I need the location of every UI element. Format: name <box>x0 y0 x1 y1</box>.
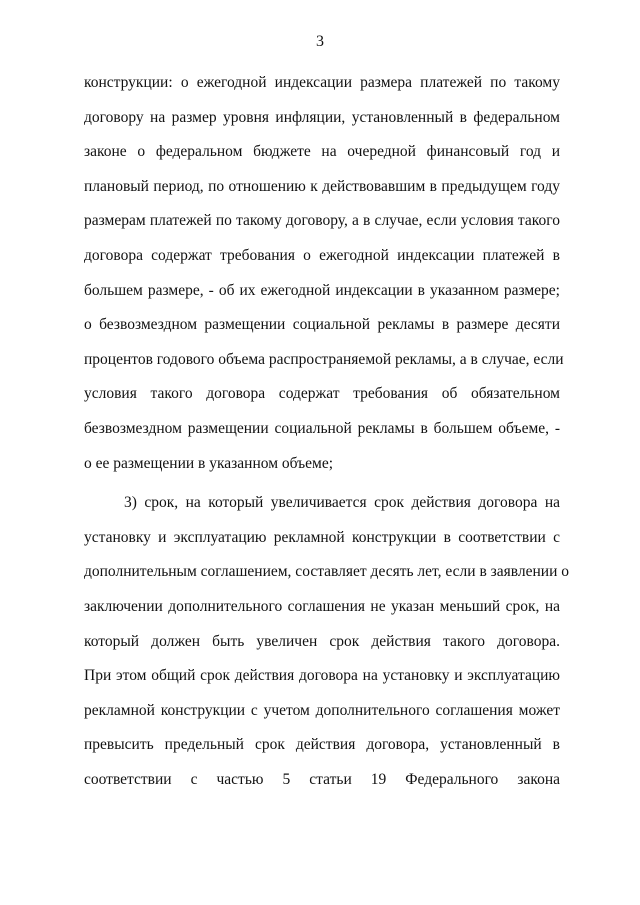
text-line: плановый период, по отношению к действовавшим в предыдущем году <box>84 177 560 195</box>
text-line: заключении дополнительного соглашения не указан меньший срок, на <box>84 597 560 615</box>
paragraph-social-advertising <box>84 308 564 481</box>
text-line: договору на размер уровня инфляции, установленный в федеральном <box>84 108 560 126</box>
text-line: превысить предельный срок действия договора, установленный в <box>84 736 560 754</box>
text-line: соответствии с частью 5 статьи 19 Федерального закона <box>84 770 560 788</box>
document-body <box>84 66 570 797</box>
text-line: о ее размещении в указанном объеме; <box>84 454 334 472</box>
text-line: процентов годового объема распространяемой рекламы, а в случае, если <box>84 350 564 368</box>
text-line: договора содержат требования о ежегодной индексации платежей в <box>84 246 560 264</box>
text-line: 3) срок, на который увеличивается срок действия договора на <box>124 494 560 512</box>
page-number: 3 <box>316 33 324 50</box>
text-line: законе о федеральном бюджете на очередной финансовый год и <box>84 143 560 161</box>
text-line: большем размере, - об их ежегодной индексации в указанном размере; <box>84 281 560 299</box>
text-line: условия такого договора содержат требования об обязательном <box>84 385 560 403</box>
text-line: При этом общий срок действия договора на установку и эксплуатацию <box>84 667 560 685</box>
text-line: конструкции: о ежегодной индексации размера платежей по такому <box>84 74 560 91</box>
text-line: безвозмездном размещении социальной рекламы в большем объеме, - <box>84 419 560 437</box>
text-line: размерам платежей по такому договору, а в случае, если условия такого <box>84 212 560 230</box>
text-line: установку и эксплуатацию рекламной конструкции в соответствии с <box>84 528 560 546</box>
text-line: рекламной конструкции с учетом дополнительного соглашения может <box>84 701 560 719</box>
text-line: дополнительным соглашением, составляет десять лет, если в заявлении о <box>84 563 570 581</box>
text-line: который должен быть увеличен срок действия такого договора. <box>84 632 560 650</box>
text-line: о безвозмездном размещении социальной рекламы в размере десяти <box>84 316 560 334</box>
paragraph-indexation <box>84 66 560 308</box>
paragraph-term-extension <box>84 486 570 797</box>
